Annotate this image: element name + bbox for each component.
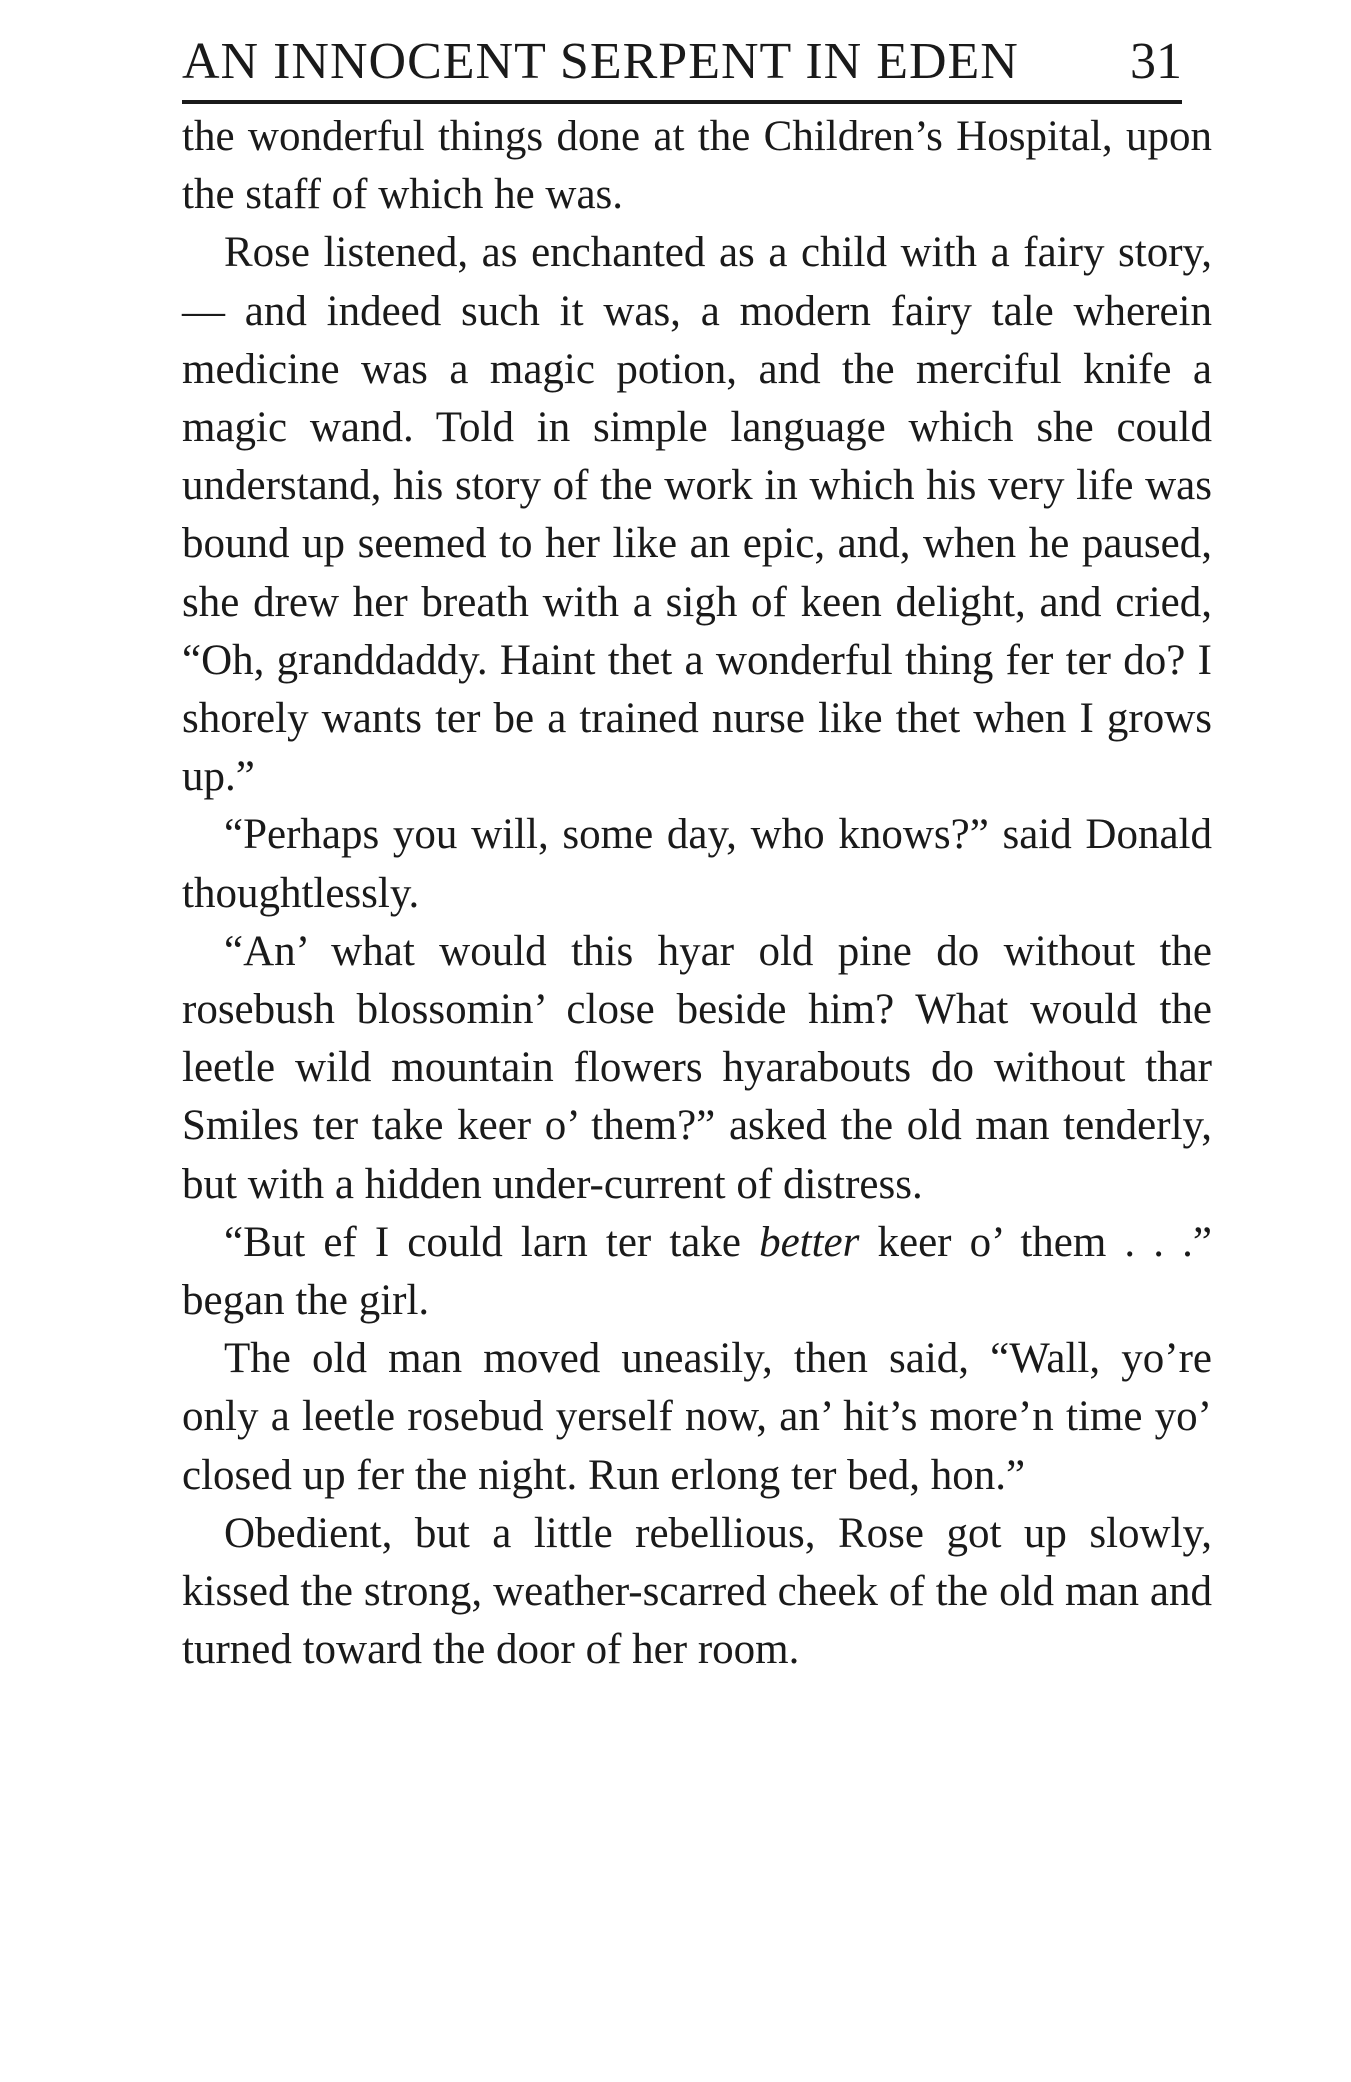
header-rule	[182, 100, 1182, 104]
paragraph-old-man-moved: The old man moved uneasily, then said, “Wall, yo’re only a leetle rosebud yerself now, an’ hit’s more’n time yo’ closed up fer the night. Run erlong ter bed, hon.”	[182, 1335, 1212, 1499]
paragraph-obedient: Obedient, but a little rebellious, Rose got up slowly, kissed the strong, weather-scarred cheek of the old man and turned toward the door of her room.	[182, 1509, 1212, 1674]
body-text	[182, 108, 1212, 1679]
paragraph-continuation: the wonderful things done at the Children’s Hospital, upon the staff of which he was.	[182, 113, 1212, 219]
paragraph-but-ef-start: “But ef I could larn ter take	[224, 1218, 760, 1266]
page-header	[182, 28, 1182, 96]
emphasized-word: better	[759, 1218, 860, 1266]
running-title: AN INNOCENT SERPENT IN EDEN	[182, 33, 1019, 90]
paragraph-old-pine: “An’ what would this hyar old pine do without the rosebush blossomin’ close beside him? What would the leetle wild mountain flowers hyarabouts do without thar Smiles ter take keer o’ them?” asked the old man tenderly, but with a hidden under-current of distress.	[182, 927, 1212, 1208]
page-number: 31	[1130, 33, 1182, 90]
paragraph-perhaps: “Perhaps you will, some day, who knows?” said Donald thoughtlessly.	[182, 811, 1212, 917]
paragraph-but-ef-end: keer o’ them . . .” began the girl.	[182, 1218, 1212, 1325]
paragraph-but-ef	[182, 1214, 1212, 1330]
paragraph-rose-listened: Rose listened, as enchanted as a child with a fairy story, — and indeed such it was, a modern fairy tale wherein medicine was a magic potion, and the merciful knife a magic wand. Told in simple language which she could understand, his story of the work in which his very life was bound up seemed to her like an epic, and, when he paused, she drew her breath with a sigh of keen delight, and cried, “Oh, granddaddy. Haint thet a wonderful thing fer ter do? I shorely wants ter be a trained nurse like thet when I grows up.”	[182, 229, 1212, 801]
